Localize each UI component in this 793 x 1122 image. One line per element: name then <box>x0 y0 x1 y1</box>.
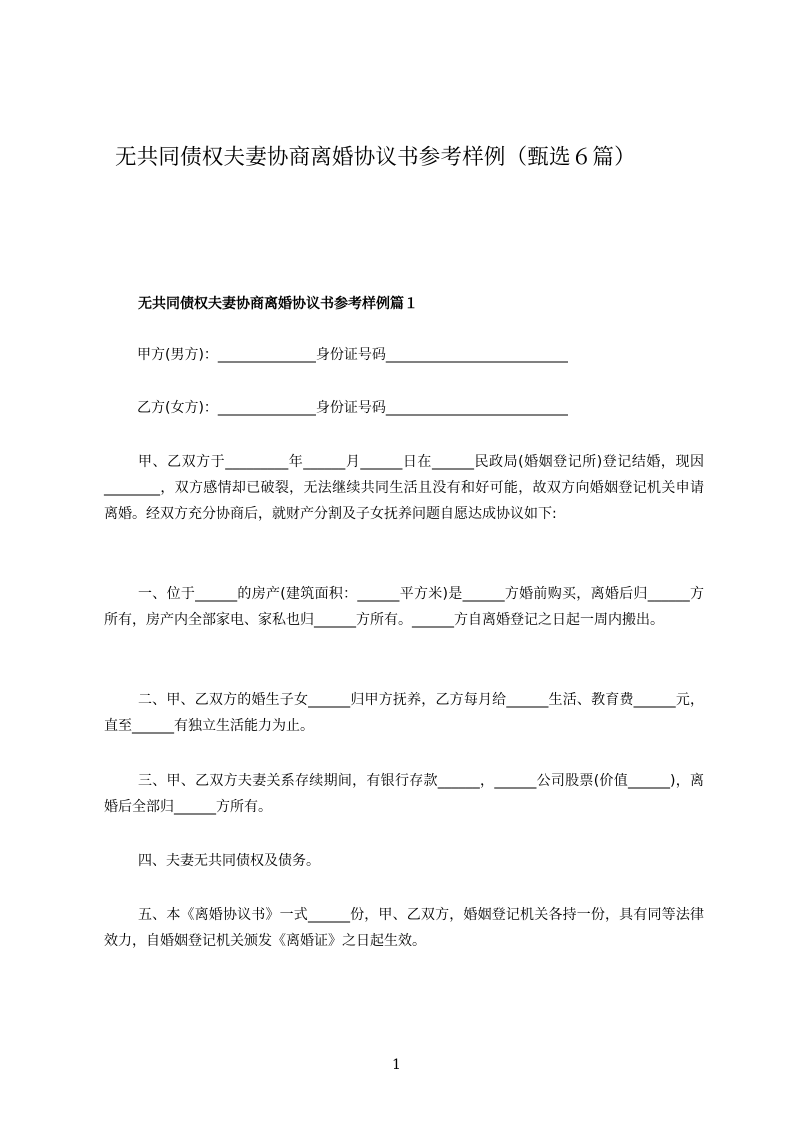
document-title: 无共同债权夫妻协商离婚协议书参考样例（甄选６篇） <box>115 145 636 170</box>
party-b-line: 乙方(女方)：______________身份证号码__________________________ <box>137 400 568 416</box>
paragraph-intro: 甲、乙双方于_________年______月______日在______民政局(婚姻登记所)登记结婚，现因________，双方感情却已破裂，无法继续共同生活且没有和好可能，故双方向婚姻登记机关申请离婚。经双方充分协商后，就财产分割及子女抚养问题自愿达成协议如下: <box>104 454 704 522</box>
section-title: 无共同债权夫妻协商离婚协议书参考样例篇１ <box>138 296 418 312</box>
paragraph-clause-4: 四、夫妻无共同债权及债务。 <box>138 853 320 869</box>
paragraph-clause-2: 二、甲、乙双方的婚生子女______归甲方抚养，乙方每月给______生活、教育费______元，直至______有独立生活能力为止。 <box>104 692 704 734</box>
paragraph-clause-1: 一、位于______的房产(建筑面积：______平方米)是______方婚前购买，离婚后归______方所有，房产内全部家电、家私也归______方所有。______方自离婚登记之日起一周内搬出。 <box>104 586 704 628</box>
paragraph-clause-3: 三、甲、乙双方夫妻关系存续期间，有银行存款______，______公司股票(价值______)，离婚后全部归______方所有。 <box>104 773 704 815</box>
party-a-line: 甲方(男方)：______________身份证号码__________________________ <box>137 347 568 363</box>
paragraph-clause-5: 五、本《离婚协议书》一式______份，甲、乙双方，婚姻登记机关各持一份，具有同等法律效力，自婚姻登记机关颁发《离婚证》之日起生效。 <box>104 907 704 949</box>
page-number: 1 <box>392 1057 401 1073</box>
